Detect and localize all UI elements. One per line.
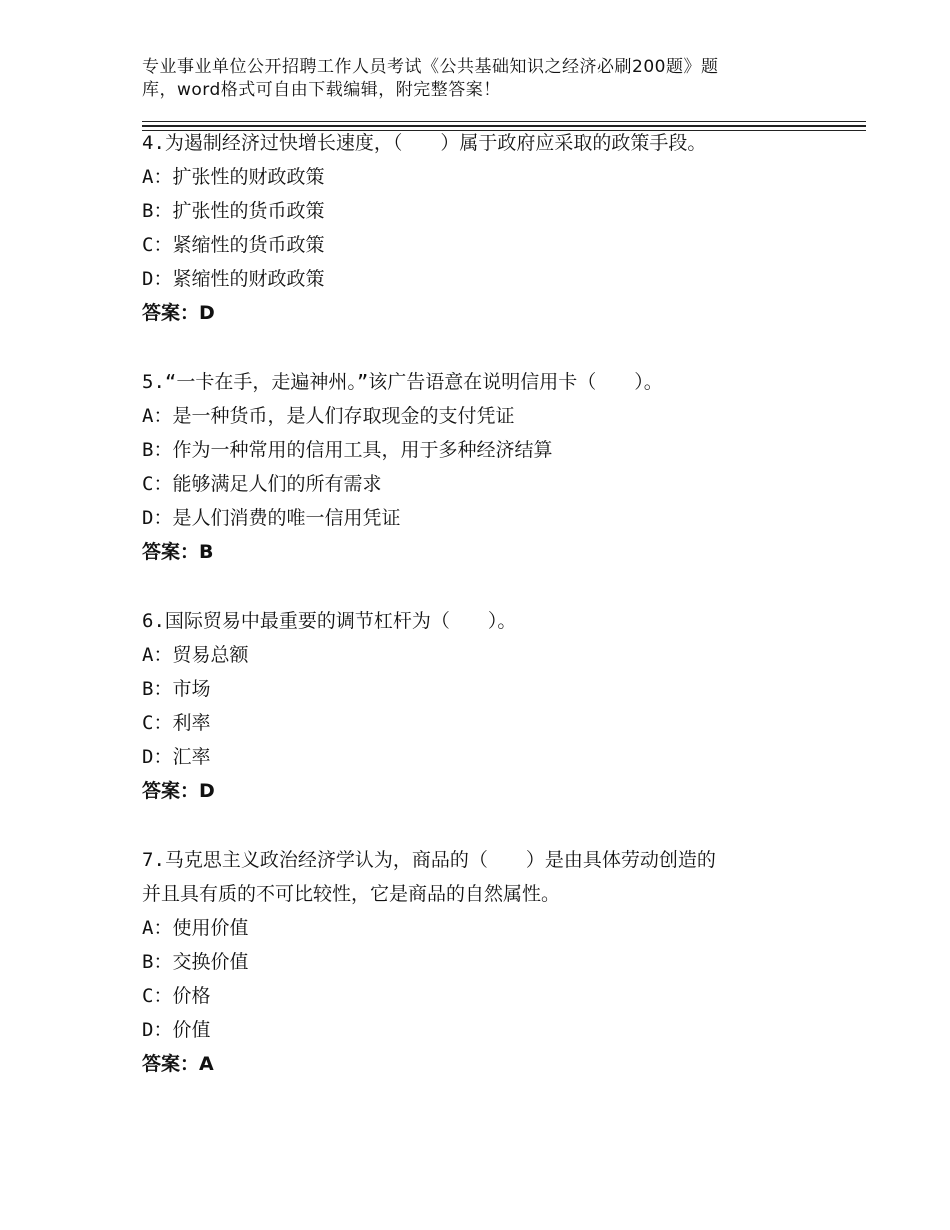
- option-b: B：作为一种常用的信用工具，用于多种经济结算: [142, 439, 553, 461]
- header-rule-top: [142, 121, 866, 122]
- option-d: D：汇率: [142, 746, 211, 768]
- question-stem: 4.为遏制经济过快增长速度，（ ）属于政府应采取的政策手段。: [142, 132, 707, 154]
- option-a: A：使用价值: [142, 917, 249, 939]
- option-a: A：贸易总额: [142, 644, 249, 666]
- option-b: B：扩张性的货币政策: [142, 200, 325, 222]
- answer-label: 答案：B: [142, 541, 214, 563]
- option-a: A：是一种货币，是人们存取现金的支付凭证: [142, 405, 515, 427]
- option-c: C：价格: [142, 985, 211, 1007]
- question-stem-line-1: 7.马克思主义政治经济学认为，商品的（ ）是由具体劳动创造的: [142, 849, 716, 871]
- option-b: B：市场: [142, 678, 211, 700]
- option-d: D：紧缩性的财政政策: [142, 268, 325, 290]
- question-stem-line-2: 并且具有质的不可比较性，它是商品的自然属性。: [142, 883, 561, 905]
- answer-label: 答案：D: [142, 302, 215, 324]
- question-stem: 5.“一卡在手，走遍神州。”该广告语意在说明信用卡（ ）。: [142, 371, 663, 393]
- option-c: C：紧缩性的货币政策: [142, 234, 325, 256]
- question-6: [142, 604, 832, 808]
- question-5: [142, 365, 832, 569]
- option-c: C：利率: [142, 712, 211, 734]
- option-c: C：能够满足人们的所有需求: [142, 473, 382, 495]
- answer-label: 答案：D: [142, 780, 215, 802]
- option-d: D：是人们消费的唯一信用凭证: [142, 507, 401, 529]
- option-d: D：价值: [142, 1019, 211, 1041]
- option-b: B：交换价值: [142, 951, 249, 973]
- answer-label: 答案：A: [142, 1053, 214, 1075]
- question-4: [142, 126, 832, 330]
- header-line-1: 专业事业单位公开招聘工作人员考试《公共基础知识之经济必刷200题》题: [142, 57, 719, 77]
- option-a: A：扩张性的财政政策: [142, 166, 325, 188]
- question-7: [142, 843, 832, 1081]
- question-stem: 6.国际贸易中最重要的调节杠杆为（ ）。: [142, 610, 517, 632]
- document-header: [142, 56, 782, 102]
- header-line-2: 库，word格式可自由下载编辑，附完整答案！: [142, 80, 501, 100]
